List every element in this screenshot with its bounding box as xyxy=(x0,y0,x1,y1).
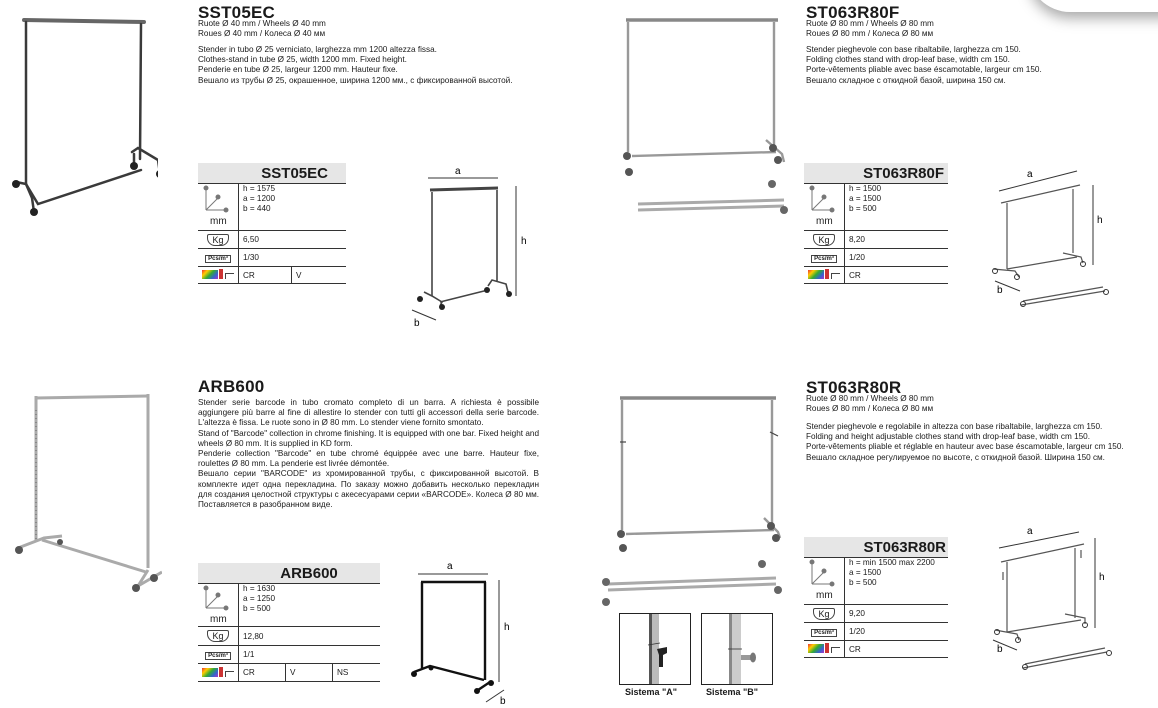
dim-b: b = 500 xyxy=(243,604,271,613)
unit-label: mm xyxy=(210,614,227,624)
unit-label: mm xyxy=(816,590,833,601)
label-b: b xyxy=(414,318,420,329)
dimension-diagram-arb600 xyxy=(402,558,527,708)
desc-ru: Вешало серии "BARCODE" из хромированной трубы, с фиксированной высотой. В комплекте идет одна перекладина. По заказу можно добавить несколько перекладин для создания целостной структуры с акесесуарами серии «BARCODE». Колеса Ø 80 мм. Поставляется в разобранном виде. xyxy=(198,469,539,510)
weight-value: 8,20 xyxy=(845,231,949,249)
pieces-per-m3-icon: Pcs/m³ xyxy=(198,646,239,664)
label-b: b xyxy=(997,644,1003,655)
finish-ns: NS xyxy=(333,664,381,682)
spec-header: ST063R80R xyxy=(804,537,948,558)
dim-h: h = 1630 xyxy=(243,584,276,593)
finish-v: V xyxy=(286,664,333,682)
system-a-photo xyxy=(619,613,691,685)
wheels-info xyxy=(806,394,934,414)
label-h: h xyxy=(504,622,510,633)
product-photo-st063r80r xyxy=(600,392,790,607)
spec-header: ARB600 xyxy=(198,563,380,584)
dimensions-icon xyxy=(804,184,845,231)
weight-icon: Kg xyxy=(804,605,845,623)
spec-table-st063r80f xyxy=(804,163,948,284)
dimensions-icon xyxy=(198,584,239,627)
product-photo-sst05ec xyxy=(8,14,158,219)
unit-label: mm xyxy=(816,216,833,227)
finish-color-icon xyxy=(804,641,845,658)
dim-a: a = 1200 xyxy=(243,194,276,203)
spec-table-st063r80r xyxy=(804,537,948,658)
desc-ru: Вешало из трубы Ø 25, окрашенное, ширина 1200 мм., с фиксированной высотой. xyxy=(198,75,513,85)
desc-it: Stender in tubo Ø 25 verniciato, larghezza mm 1200 altezza fissa. xyxy=(198,45,437,54)
pieces-per-m3-icon: Pcs/m³ xyxy=(804,249,845,267)
desc-fr: Penderie collection "Barcode" en tube chromé équippée avec une barre. Hauteur fixe, roulettes Ø 80 mm. La penderie est livrée démontée. xyxy=(198,449,539,469)
product-description xyxy=(806,45,1156,86)
dimension-diagram-st063r80f xyxy=(985,165,1125,310)
pieces-value: 1/30 xyxy=(239,249,347,267)
label-b: b xyxy=(500,696,506,707)
unit-label: mm xyxy=(210,216,227,227)
system-b-caption: Sistema "B" xyxy=(706,687,759,697)
weight-icon: Kg xyxy=(198,627,239,646)
dim-b: b = 500 xyxy=(849,578,877,587)
desc-it: Stender pieghevole con base ribaltabile, larghezza cm 150. xyxy=(806,45,1021,54)
dim-b: b = 500 xyxy=(849,204,877,213)
label-a: a xyxy=(1027,526,1033,537)
finish-color-icon xyxy=(804,267,845,284)
finish-color-icon xyxy=(198,664,239,682)
pieces-per-m3-icon: Pcs/m³ xyxy=(198,249,239,267)
system-b-photo xyxy=(701,613,773,685)
label-a: a xyxy=(447,561,453,572)
product-description xyxy=(806,422,1158,463)
finish-cr: CR xyxy=(845,267,949,284)
dim-b: b = 440 xyxy=(243,204,271,213)
desc-fr: Penderie en tube Ø 25, largeur 1200 mm. Hauteur fixe. xyxy=(198,65,398,75)
label-h: h xyxy=(1099,572,1105,583)
product-description xyxy=(198,398,539,510)
desc-it: Stender pieghevole e regolabile in altezza con base ribaltabile, larghezza cm 150. xyxy=(806,422,1103,431)
wheels-info xyxy=(806,19,934,39)
desc-en: Folding clothes stand with drop-leaf base, width cm 150. xyxy=(806,55,1010,65)
spec-table-sst05ec xyxy=(198,163,346,284)
label-a: a xyxy=(455,166,461,177)
weight-value: 6,50 xyxy=(239,231,347,249)
label-h: h xyxy=(521,236,527,247)
label-h: h xyxy=(1097,215,1103,226)
wheels-line: Roues Ø 80 mm / Колеса Ø 80 мм xyxy=(806,29,934,38)
desc-en: Clothes-stand in tube Ø 25, width 1200 mm. Fixed height. xyxy=(198,55,407,65)
dimensions-icon xyxy=(804,558,845,605)
dim-h: h = 1500 xyxy=(849,184,882,193)
finish-cr: CR xyxy=(845,641,949,658)
spec-header: SST05EC xyxy=(198,163,346,184)
label-b: b xyxy=(997,285,1003,296)
product-description xyxy=(198,45,558,86)
weight-icon: Kg xyxy=(804,231,845,249)
wheels-line: Ruote Ø 40 mm / Wheels Ø 40 mm xyxy=(198,19,326,28)
desc-fr: Porte-vêtements pliable et réglable en hauteur avec base éscamotable, largeur cm 150. xyxy=(806,442,1124,452)
desc-fr: Porte-vêtements pliable avec base éscamotable, largeur cm 150. xyxy=(806,65,1042,75)
desc-ru: Вешало складное с откидной базой, ширина 150 см. xyxy=(806,75,1006,85)
product-title: SST05EC xyxy=(198,3,275,22)
finish-cr: CR xyxy=(239,267,292,284)
weight-value: 12,80 xyxy=(239,627,381,646)
dim-a: a = 1250 xyxy=(243,594,276,603)
wheels-line: Roues Ø 80 mm / Колеса Ø 80 мм xyxy=(806,404,934,413)
dim-a: a = 1500 xyxy=(849,568,882,577)
desc-it: Stender serie barcode in tubo cromato completo di un barra. A richiesta è possibile aggiungere più barre al fine di allestire lo stender con tutti gli accessori della serie barcode. L'altezza è fissa. Le ruote sono in Ø 80 mm. Lo stender viene fornito smontato. xyxy=(198,398,539,428)
dim-a: a = 1500 xyxy=(849,194,882,203)
dim-h: h = min 1500 max 2200 xyxy=(849,558,935,567)
dimension-diagram-sst05ec xyxy=(400,162,530,330)
pieces-value: 1/1 xyxy=(239,646,381,664)
wheels-line: Ruote Ø 80 mm / Wheels Ø 80 mm xyxy=(806,394,934,403)
product-title: ARB600 xyxy=(198,377,265,396)
desc-en: Stand of "Barcode" collection in chrome finishing. It is equipped with one bar. Fixed height and wheels Ø 80 mm. It is supplied in KD form. xyxy=(198,428,539,448)
finish-cr: CR xyxy=(239,664,286,682)
spec-table-arb600 xyxy=(198,563,380,682)
wheels-info xyxy=(198,19,326,39)
desc-en: Folding and height adjustable clothes stand with drop-leaf base, width cm 150. xyxy=(806,432,1091,442)
dimensions-icon xyxy=(198,184,239,231)
product-title: ST063R80F xyxy=(806,3,900,22)
pieces-per-m3-icon: Pcs/m³ xyxy=(804,623,845,641)
pieces-value: 1/20 xyxy=(845,623,949,641)
finish-color-icon xyxy=(198,267,239,284)
product-photo-arb600 xyxy=(12,390,162,600)
wheels-line: Ruote Ø 80 mm / Wheels Ø 80 mm xyxy=(806,19,934,28)
weight-value: 9,20 xyxy=(845,605,949,623)
desc-ru: Вешало складное регулируемое по высоте, с откидной базой. Ширина 150 см. xyxy=(806,452,1105,462)
product-title: ST063R80R xyxy=(806,378,902,397)
dim-h: h = 1575 xyxy=(243,184,276,193)
dimension-diagram-st063r80r xyxy=(985,522,1125,672)
pieces-value: 1/20 xyxy=(845,249,949,267)
system-a-caption: Sistema "A" xyxy=(625,687,678,697)
finish-v: V xyxy=(292,267,347,284)
weight-icon: Kg xyxy=(198,231,239,249)
product-photo-st063r80f xyxy=(618,14,788,236)
label-a: a xyxy=(1027,169,1033,180)
spec-header: ST063R80F xyxy=(804,163,948,184)
wheels-line: Roues Ø 40 mm / Колеса Ø 40 мм xyxy=(198,29,326,38)
page-curl-shadow xyxy=(1028,0,1158,12)
